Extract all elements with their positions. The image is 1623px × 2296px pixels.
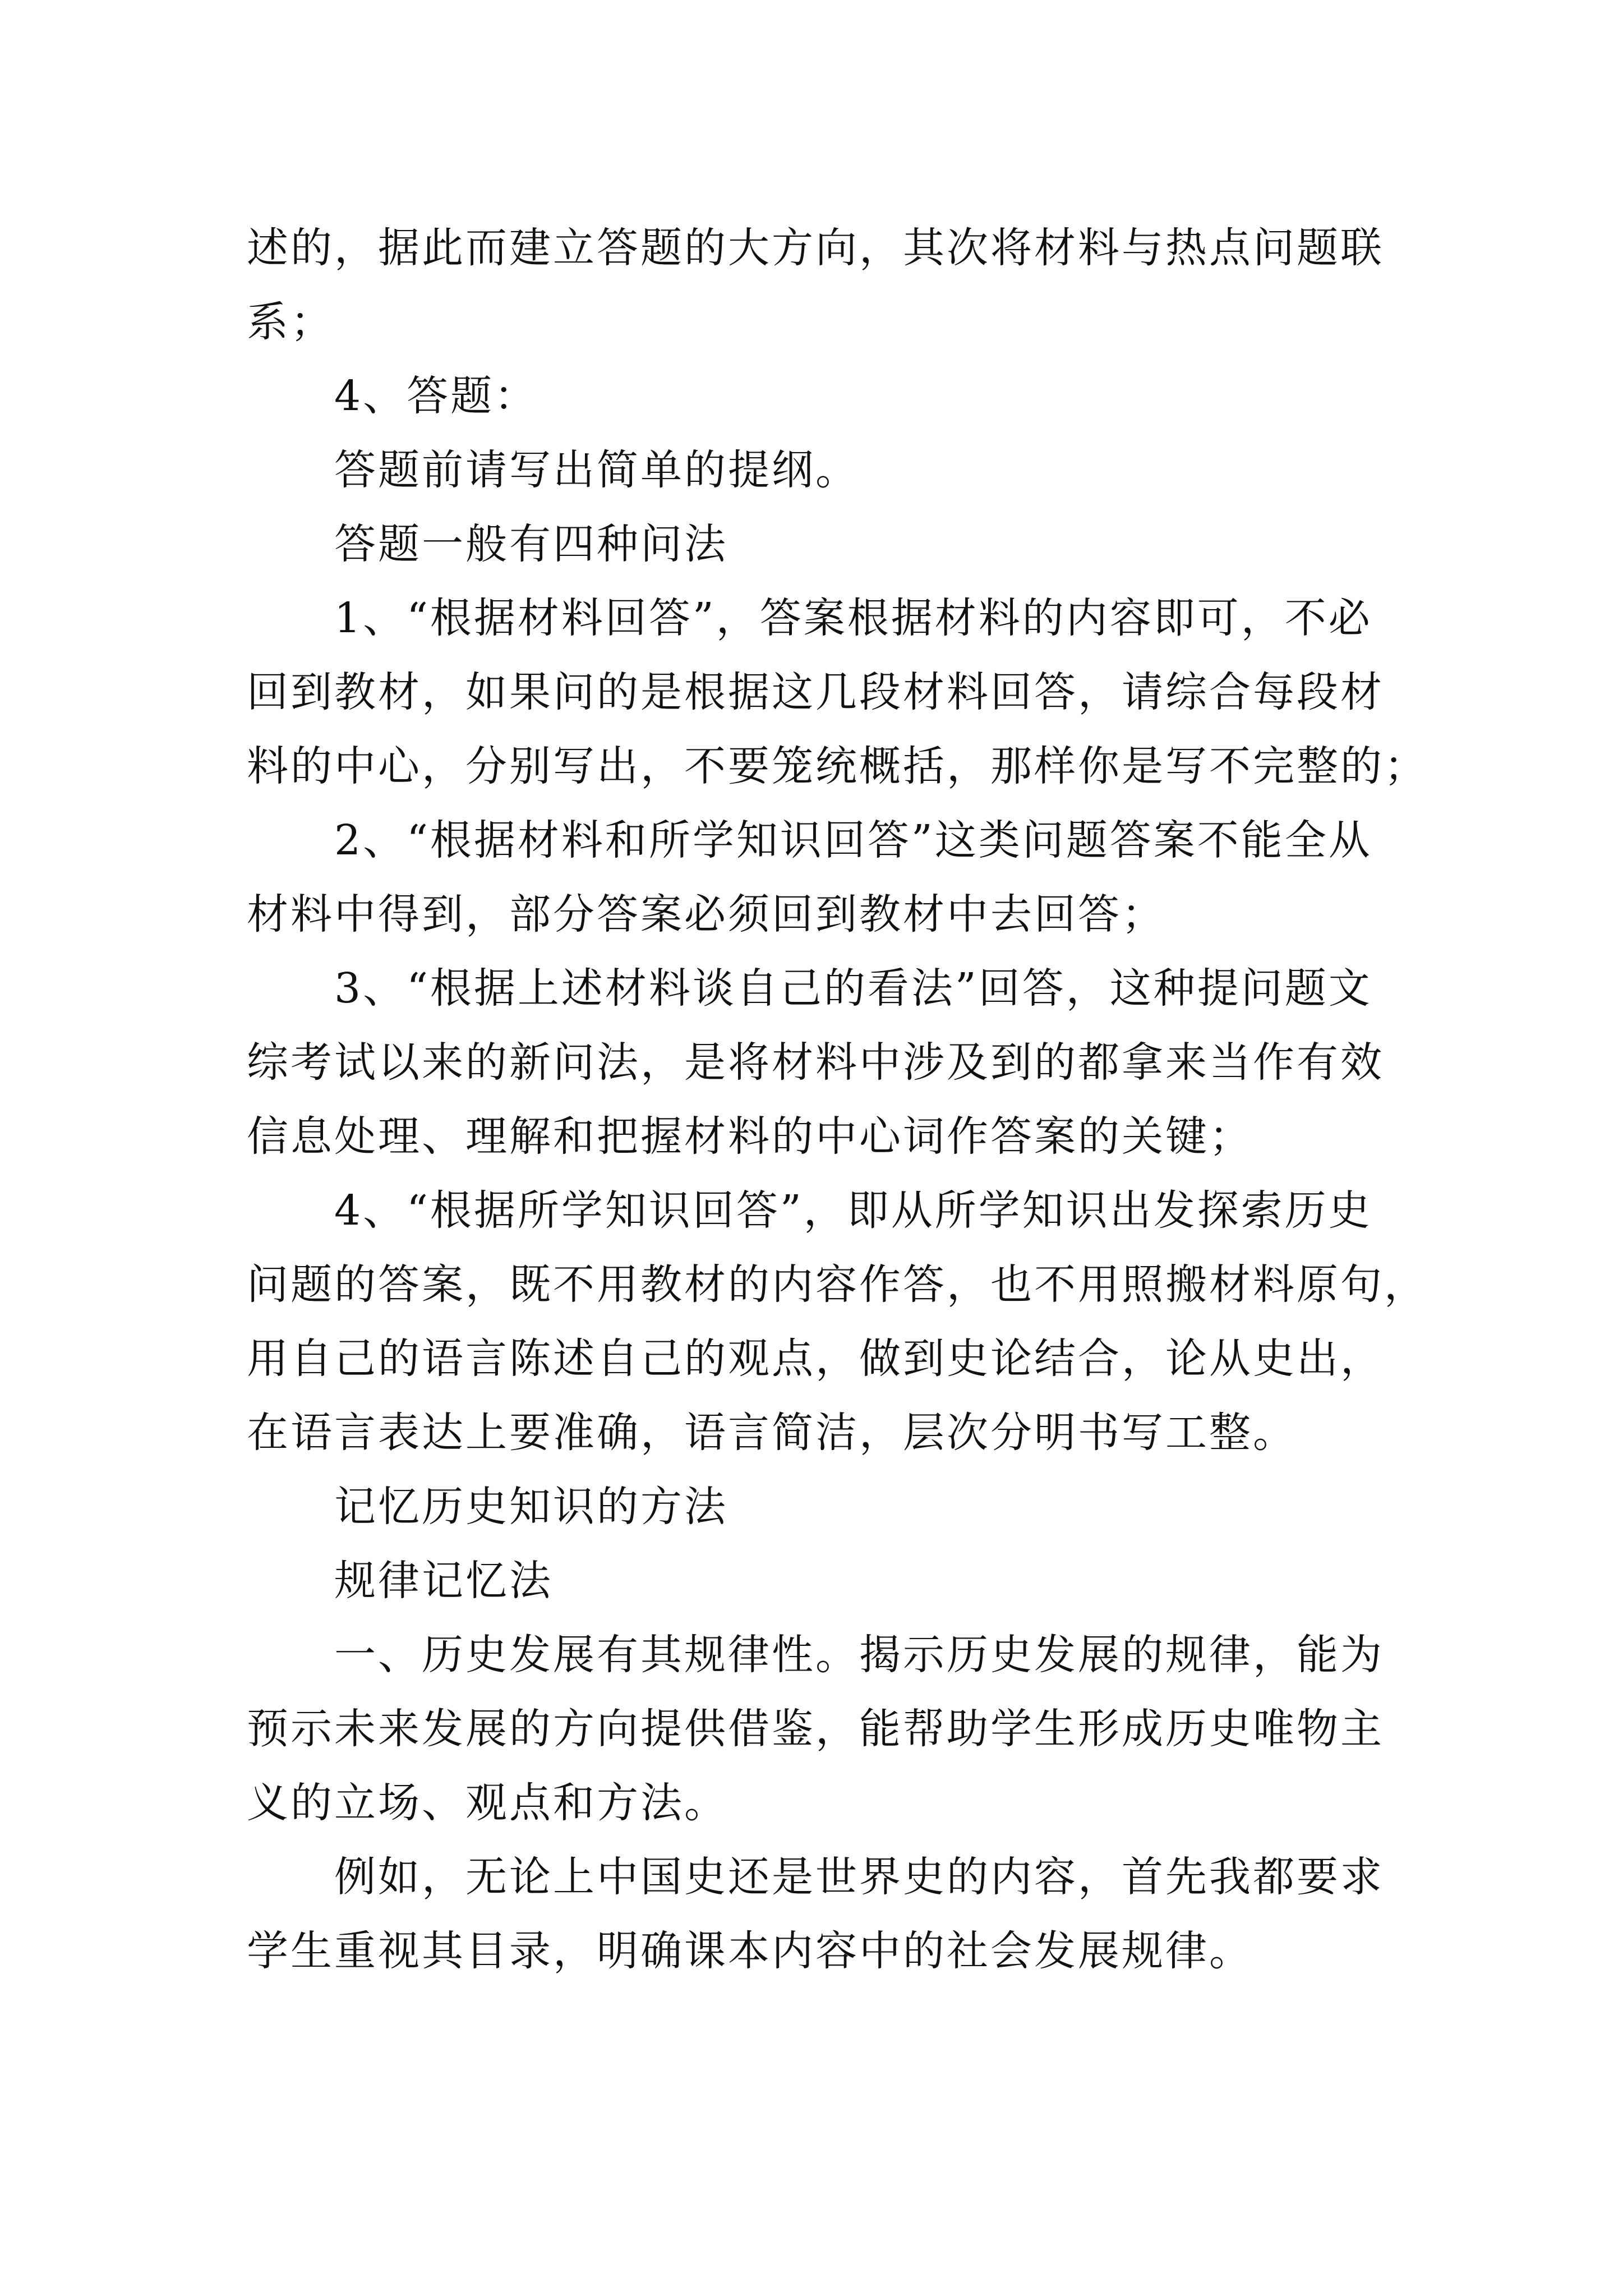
text-line: 义的立场、观点和方法。 bbox=[247, 1779, 728, 1827]
section-heading: 记忆历史知识的方法 bbox=[334, 1483, 728, 1531]
text-line: 问题的答案，既不用教材的内容作答，也不用照搬材料原句， bbox=[247, 1260, 1428, 1309]
paragraph-11 bbox=[247, 1618, 1402, 1840]
text-line: 4、答题： bbox=[334, 372, 538, 420]
text-line: 预示未来发展的方向提供借鉴，能帮助学生形成历史唯物主 bbox=[247, 1705, 1384, 1753]
paragraph-10 bbox=[247, 1544, 1402, 1618]
text-line: 2、“根据材料和所学知识回答”这类问题答案不能全从 bbox=[334, 816, 1372, 864]
text-line: 例如，无论上中国史还是世界史的内容，首先我都要求 bbox=[334, 1853, 1384, 1901]
text-line: 答题前请写出简单的提纲。 bbox=[334, 446, 859, 494]
subsection-heading: 规律记忆法 bbox=[334, 1557, 553, 1605]
text-line: 答题一般有四种问法 bbox=[334, 520, 728, 568]
text-line: 用自己的语言陈述自己的观点，做到史论结合，论从史出， bbox=[247, 1335, 1384, 1383]
paragraph-4 bbox=[247, 507, 1402, 581]
text-line: 4、“根据所学知识回答”，即从所学知识出发探索历史 bbox=[334, 1186, 1372, 1235]
text-line: 学生重视其目录，明确课本内容中的社会发展规律。 bbox=[247, 1927, 1253, 1975]
text-line: 材料中得到，部分答案必须回到教材中去回答； bbox=[247, 890, 1165, 938]
paragraph-3 bbox=[247, 433, 1402, 507]
text-line: 回到教材，如果问的是根据这几段材料回答，请综合每段材 bbox=[247, 668, 1384, 716]
text-line: 系； bbox=[247, 298, 334, 346]
text-line: 述的，据此而建立答题的大方向，其次将材料与热点问题联 bbox=[247, 224, 1384, 272]
text-line: 一、历史发展有其规律性。揭示历史发展的规律，能为 bbox=[334, 1631, 1384, 1679]
paragraph-5 bbox=[247, 581, 1428, 803]
paragraph-8 bbox=[247, 1174, 1428, 1470]
text-line: 3、“根据上述材料谈自己的看法”回答，这种提问题文 bbox=[334, 964, 1372, 1013]
body-text bbox=[247, 211, 1428, 1988]
text-line: 信息处理、理解和把握材料的中心词作答案的关键； bbox=[247, 1112, 1253, 1161]
text-line: 综考试以来的新问法，是将材料中涉及到的都拿来当作有效 bbox=[247, 1038, 1384, 1087]
paragraph-6 bbox=[247, 803, 1402, 951]
paragraph-12 bbox=[247, 1840, 1402, 1988]
paragraph-1 bbox=[247, 211, 1402, 359]
paragraph-7 bbox=[247, 951, 1402, 1174]
paragraph-9 bbox=[247, 1470, 1402, 1544]
text-line: 在语言表达上要准确，语言简洁，层次分明书写工整。 bbox=[247, 1409, 1297, 1457]
text-line: 1、“根据材料回答”，答案根据材料的内容即可，不必 bbox=[334, 594, 1372, 642]
text-line: 料的中心，分别写出，不要笼统概括，那样你是写不完整的； bbox=[247, 742, 1428, 790]
paragraph-2 bbox=[247, 359, 1402, 433]
